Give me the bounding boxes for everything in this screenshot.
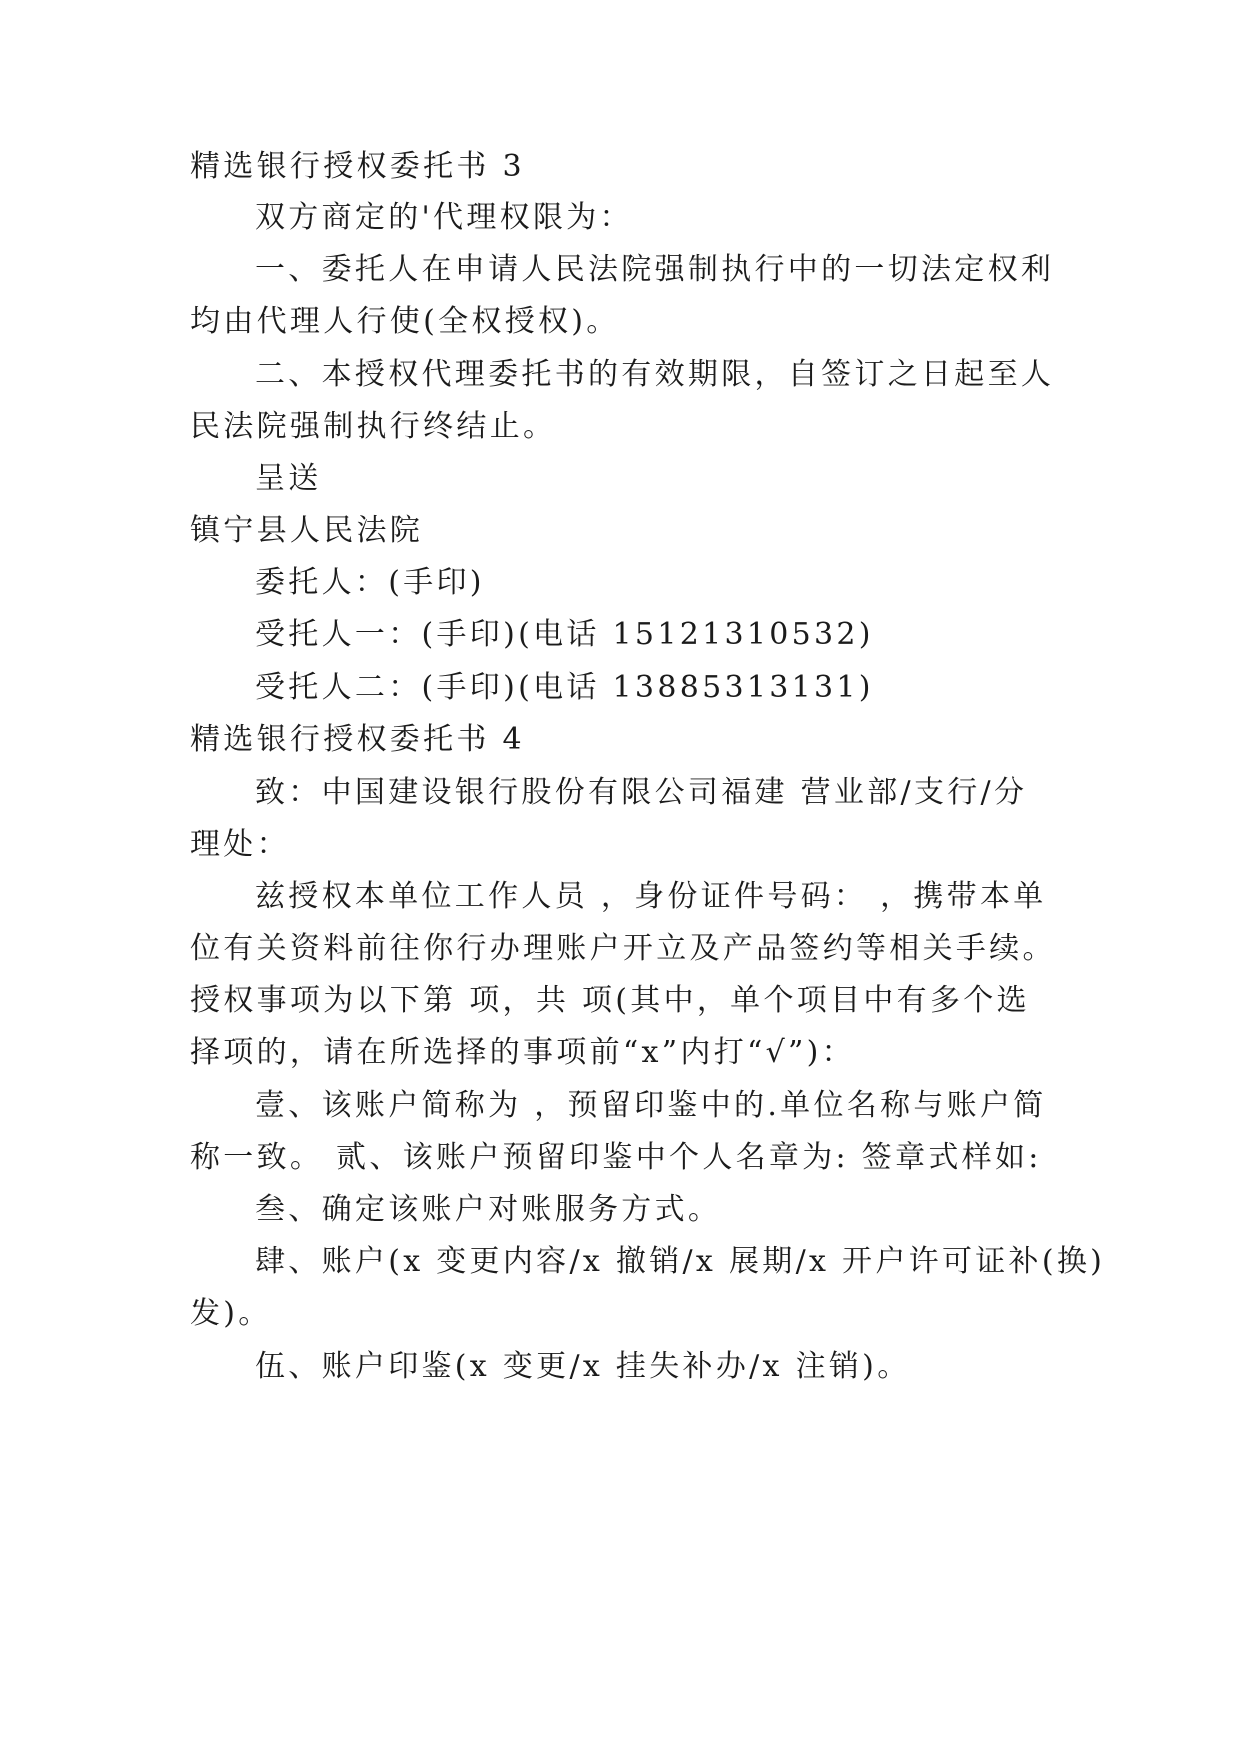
signature-line: 受托人二：(手印)(电话 13885313131) bbox=[255, 670, 874, 705]
section-title: 精选银行授权委托书 3 bbox=[190, 149, 525, 184]
paragraph-line: 壹、该账户简称为 ，预留印鉴中的.单位名称与账户简 bbox=[255, 1088, 1047, 1123]
paragraph-line: 伍、账户印鉴(x 变更/x 挂失补办/x 注销)。 bbox=[255, 1349, 911, 1384]
paragraph-line: 呈送 bbox=[255, 461, 322, 496]
signature-line: 委托人：(手印) bbox=[255, 565, 485, 600]
signature-line: 受托人一：(手印)(电话 15121310532) bbox=[255, 617, 874, 652]
paragraph-line: 择项的，请在所选择的事项前“x”内打“√”)： bbox=[190, 1035, 855, 1070]
recipient-line: 镇宁县人民法院 bbox=[190, 513, 424, 548]
paragraph-line: 二、本授权代理委托书的有效期限，自签订之日起至人 bbox=[255, 357, 1055, 392]
paragraph-line: 肆、账户(x 变更内容/x 撤销/x 展期/x 开户许可证补(换) bbox=[255, 1244, 1106, 1279]
paragraph-line: 发)。 bbox=[190, 1296, 272, 1331]
paragraph-line: 位有关资料前往你行办理账户开立及产品签约等相关手续。 bbox=[190, 931, 1056, 966]
section-title: 精选银行授权委托书 4 bbox=[190, 722, 525, 757]
paragraph-line: 叁、确定该账户对账服务方式。 bbox=[255, 1192, 722, 1227]
paragraph-line: 兹授权本单位工作人员 ，身份证件号码： ，携带本单 bbox=[255, 879, 1047, 914]
paragraph-line: 称一致。 贰、该账户预留印鉴中个人名章为: 签章式样如: bbox=[190, 1140, 1042, 1175]
paragraph-line: 致：中国建设银行股份有限公司福建 营业部/支行/分 bbox=[255, 775, 1028, 810]
paragraph-line: 均由代理人行使(全权授权)。 bbox=[190, 304, 620, 339]
paragraph-line: 理处： bbox=[190, 827, 290, 862]
paragraph-line: 授权事项为以下第 项，共 项(其中，单个项目中有多个选 bbox=[190, 983, 1030, 1018]
paragraph-line: 民法院强制执行终结止。 bbox=[190, 409, 557, 444]
paragraph-line: 双方商定的'代理权限为： bbox=[255, 200, 633, 235]
paragraph-line: 一、委托人在申请人民法院强制执行中的一切法定权利 bbox=[255, 252, 1055, 287]
